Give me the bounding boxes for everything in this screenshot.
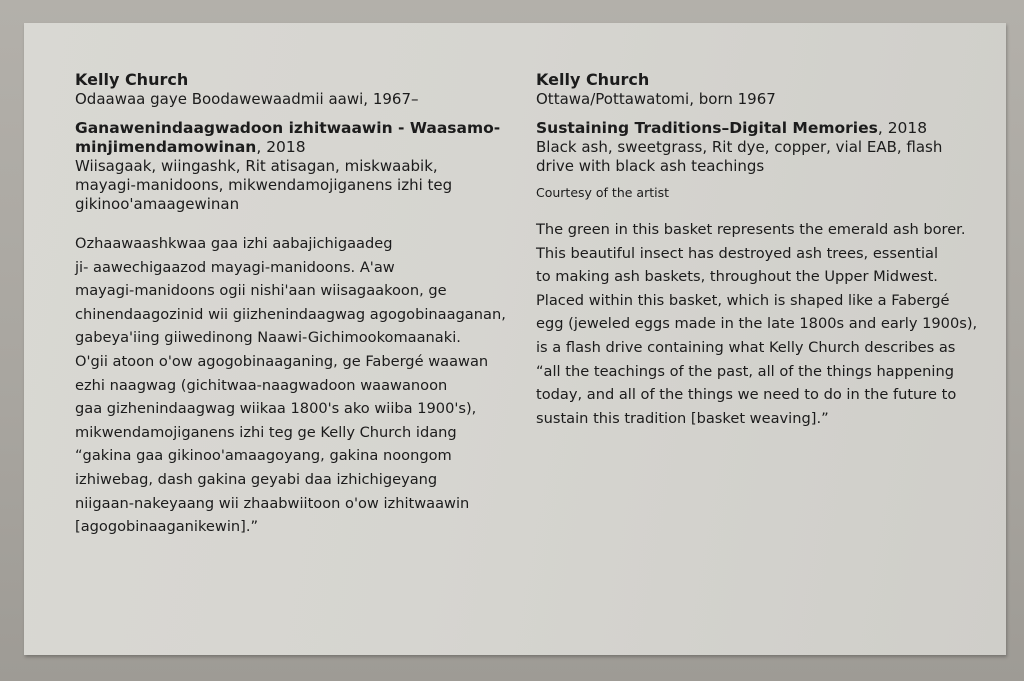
description-line: gaa gizhenindaagwag wiikaa 1800's ako wiiba 1900's), [75, 400, 477, 418]
artwork-title-text: Sustaining Traditions–Digital Memories [536, 119, 878, 137]
artwork-description [75, 232, 515, 539]
description-line: The green in this basket represents the emerald ash borer. [536, 221, 966, 238]
description-line: sustain this tradition [basket weaving].” [536, 409, 829, 427]
artwork-year: , 2018 [877, 119, 928, 137]
artwork-title [536, 119, 986, 138]
description-line: “all the teachings of the past, all of the things happening [536, 362, 954, 380]
artist-origin: Ottawa/Pottawatomi, born 1967 [536, 90, 776, 108]
description-line: mikwendamojiganens izhi teg ge Kelly Church idang [75, 423, 457, 441]
description-line: niigaan-nakeyaang wii zhaabwiitoon o'ow izhitwaawin [75, 494, 470, 512]
artwork-year: , 2018 [256, 138, 306, 156]
description-line: to making ash baskets, throughout the Upper Midwest. [536, 268, 938, 286]
description-line: gabeya'iing giiwedinong Naawi-Gichimookomaanaki. [75, 329, 461, 347]
description-line: O'gii atoon o'ow agogobinaaganing, ge Fabergé waawan [75, 352, 489, 370]
artwork-medium [536, 138, 986, 176]
description-line: today, and all of the things we need to do in the future to [536, 386, 957, 404]
description-line: egg (jeweled eggs made in the late 1800s and early 1900s), [536, 315, 978, 333]
medium-line: drive with black ash teachings [536, 157, 765, 175]
medium-line: Black ash, sweetgrass, Rit dye, copper, vial EAB, flash [536, 138, 943, 156]
placard-column-ojibwe [75, 70, 515, 539]
description-line: mayagi-manidoons ogii nishi'aan wiisagaakoon, ge [75, 282, 447, 300]
description-line: Ozhaawaashkwaa gaa izhi aabajichigaadeg [75, 235, 393, 252]
artwork-title-line-2: minjimendamowinan [75, 138, 257, 156]
artist-name: Kelly Church [75, 70, 189, 89]
description-line: ezhi naagwag (gichitwaa-naagwadoon waawanoon [75, 376, 448, 394]
artist-name: Kelly Church [536, 70, 650, 89]
description-line: “gakina gaa gikinoo'amaagoyang, gakina noongom [75, 447, 452, 465]
description-line: This beautiful insect has destroyed ash trees, essential [536, 244, 939, 262]
museum-placard [24, 23, 1006, 655]
artist-origin: Odaawaa gaye Boodawewaadmii aawi, 1967– [75, 90, 419, 108]
description-line: is a flash drive containing what Kelly Church describes as [536, 338, 956, 356]
medium-line: gikinoo'amaagewinan [75, 195, 240, 213]
artwork-medium [75, 157, 515, 214]
credit-line: Courtesy of the artist [536, 185, 670, 200]
artwork-title [75, 119, 515, 157]
placard-column-english [536, 70, 986, 430]
description-line: izhiwebag, dash gakina geyabi daa izhichigeyang [75, 470, 438, 488]
description-line: [agogobinaaganikewin].” [75, 518, 259, 536]
artwork-description [536, 218, 986, 430]
medium-line: mayagi-manidoons, mikwendamojiganens izhi teg [75, 176, 453, 194]
description-line: Placed within this basket, which is shaped like a Fabergé [536, 291, 950, 309]
description-line: ji- aawechigaazod mayagi-manidoons. A'aw [75, 258, 395, 276]
artwork-title-line-2-wrap [75, 138, 515, 157]
medium-line: Wiisagaak, wiingashk, Rit atisagan, miskwaabik, [75, 157, 438, 175]
artwork-title-line-1: Ganawenindaagwadoon izhitwaawin - Waasamo- [75, 119, 501, 137]
description-line: chinendaagozinid wii giizhenindaagwag agogobinaaganan, [75, 305, 506, 323]
